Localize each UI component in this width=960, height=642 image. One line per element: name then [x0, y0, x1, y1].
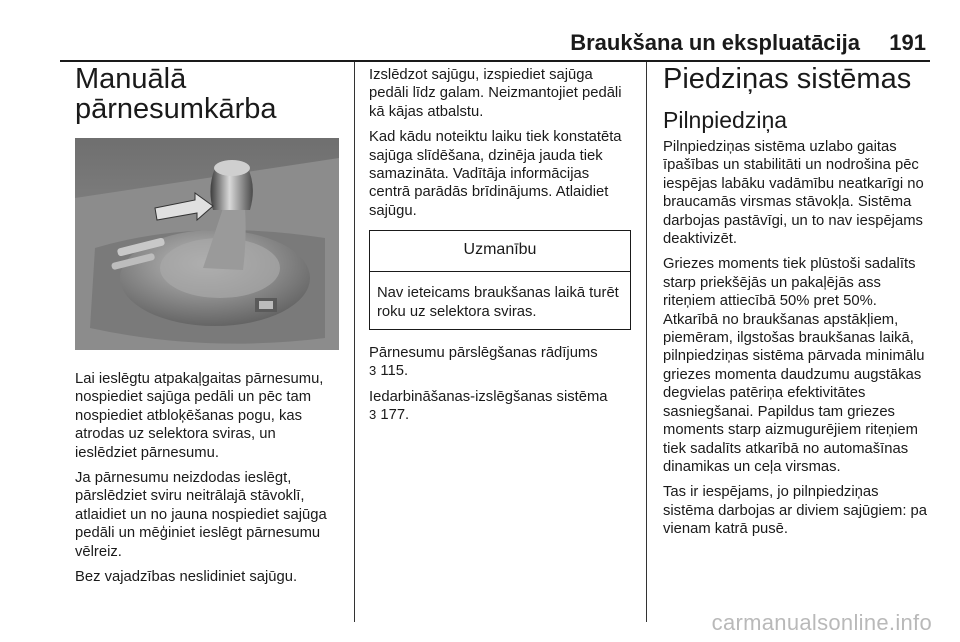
column-divider — [646, 62, 647, 622]
warning-text: Nav ieteicams braukšanas laikā turēt roku uz selektora sviras. — [377, 285, 619, 320]
column-right — [663, 64, 933, 546]
xref-text: Iedarbināšanas-izslēgšanas sistēma — [369, 388, 608, 405]
paragraph: Lai ieslēgtu atpakaļgaitas pārnesumu, nospiediet sajūga pedāli un pēc tam nospiediet atbloķēšanas pogu, kas atrodas uz selektora sviras, un ieslēdziet pārnesumu. — [75, 371, 324, 461]
column-left — [75, 64, 341, 593]
xref-arrow-icon: 3 — [369, 407, 377, 423]
section-title-drive-systems: Piedziņas sistēmas — [663, 63, 912, 95]
xref-page-link[interactable]: 177. — [380, 407, 410, 424]
gear-lever-illustration — [75, 138, 339, 350]
page-header — [60, 26, 930, 62]
xref-text: Pārnesumu pārslēgšanas rādījums — [369, 345, 598, 362]
header-title: Braukšana un ekspluatācija — [570, 30, 860, 55]
column-middle — [369, 66, 631, 432]
subsection-title-awd: Pilnpiedziņa — [663, 107, 788, 133]
paragraph: Izslēdzot sajūgu, izspiediet sajūga pedāli līdz galam. Neizmantojiet pedāli kā kājas atbalstu. — [369, 67, 622, 120]
watermark: carmanualsonline.info — [711, 610, 932, 635]
paragraph: Ja pārnesumu neizdodas ieslēgt, pārslēdziet sviru neitrālajā stāvoklī, atlaidiet un no jauna nospiediet sajūga pedāli un mēģiniet ieslēgt pārnesumu vēlreiz. — [75, 470, 327, 560]
warning-title: Uzmanību — [370, 231, 630, 272]
paragraph: Kad kādu noteiktu laiku tiek konstatēta sajūga slīdēšana, dzinēja jauda tiek samazināta. Vadītāja informācijas centrā parādās brīdinājums. Atlaidiet sajūgu. — [369, 129, 622, 219]
page-number: 191 — [889, 30, 926, 55]
title-line-2: pārnesumkārba — [75, 93, 277, 125]
header-rule — [60, 60, 930, 62]
paragraph: Pilnpiedziņas sistēma uzlabo gaitas īpašības un stabilitāti un nodrošina pēc iespējas labāku vadāmību neatkarīgi no braucamās virsmas stāvokļa. Sistēma darbojas pastāvīgi, un to nav iespējams deaktivizēt. — [663, 139, 924, 248]
cross-reference — [369, 388, 631, 425]
cross-reference — [369, 344, 631, 381]
paragraph: Bez vajadzības neslidiniet sajūgu. — [75, 569, 298, 586]
xref-page-link[interactable]: 115. — [380, 363, 409, 380]
title-line-1: Manuālā — [75, 63, 187, 95]
column-divider — [354, 62, 355, 622]
paragraph: Tas ir iespējams, jo pilnpiedziņas sistēma darbojas ar diviem sajūgiem: pa vienam katrā pusē. — [663, 484, 927, 538]
gear-lever-drawing — [75, 138, 339, 350]
paragraph: Griezes moments tiek plūstoši sadalīts starp priekšējās un pakaļējās ass riteņiem attiecībā 50% pret 50%. Atkarībā no braukšanas apstākļiem, piemēram, ilgstošas braukšanas laikā, pilnpiedziņas sistēma pārvada minimālu griezes momenta daudzumu augstākas degvielas patēriņa efektivitātes sasniegšanai. Papildus tam griezes moments starp aizmugurējiem riteņiem tiek sadalīts atkarībā no automašīnas dinamikas un ceļa virsmas. — [663, 256, 925, 475]
xref-arrow-icon: 3 — [369, 363, 377, 379]
warning-body — [370, 272, 630, 329]
section-title-manual-transmission — [75, 64, 341, 124]
warning-box — [369, 230, 631, 330]
